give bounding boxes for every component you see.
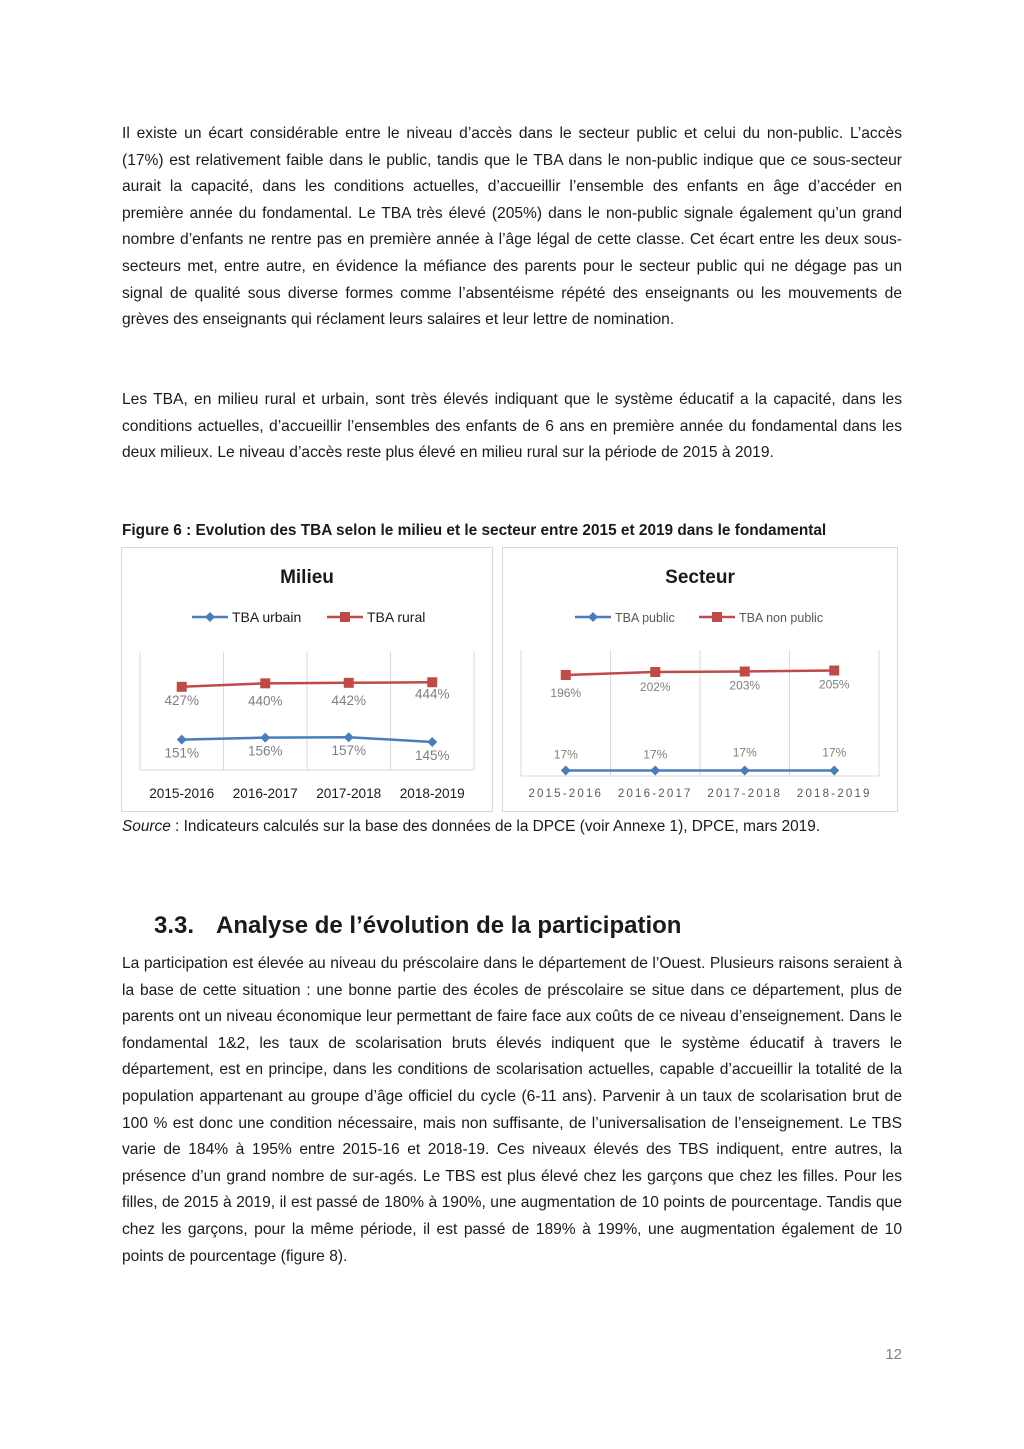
data-label: 17%	[553, 747, 578, 762]
data-label: 145%	[414, 748, 450, 763]
data-point	[260, 678, 270, 688]
data-label: 205%	[818, 677, 850, 692]
data-label: 151%	[164, 745, 200, 761]
paragraph-secteur-gap: Il existe un écart considérable entre le niveau d’accès dans le secteur public et celui du non-public. L’accès (17%) est relativement faible dans le public, tandis que le TBA dans le non-public indique que ce sous-secteur aurait la capacité, dans les conditions actuelles, d’accueillir l’ensemble des enfants en âge d’accéder en première année du fondamental. Le TBA très élevé (205%) dans le non-public signale également qu’un grand nombre d’enfants ne rentre pas en première année à l’âge légal de cette classe. Cet écart entre les deux sous-secteurs met, entre autre, en évidence la méfiance des parents pour le secteur public qui ne dégage pas un signal de qualité sous diverse formes comme l’absentéisme répété des enseignants ou les mouvements de grèves des enseignants qui réclament leurs salaires et leur lettre de nomination.	[122, 125, 902, 329]
data-label: 157%	[331, 743, 367, 759]
section-title: Analyse de l’évolution de la participation	[216, 912, 682, 939]
chart-title: Milieu	[280, 567, 334, 588]
paragraph-milieu-tba: Les TBA, en milieu rural et urbain, sont très élevés indiquant que le système éducatif a la capacité, dans les conditions actuelles, d’accueillir l’ensembles des enfants de 6 ans en première année du fondamental dans les deux milieux. Le niveau d’accès reste plus élevé en milieu rural sur la période de 2015 à 2019.	[122, 391, 902, 462]
data-point	[344, 678, 354, 688]
data-point	[740, 766, 750, 776]
chart-milieu	[121, 547, 493, 812]
data-point	[650, 667, 660, 677]
legend-label: TBA public	[615, 611, 675, 625]
data-point	[260, 733, 270, 743]
data-label: 202%	[639, 680, 671, 694]
data-point	[561, 670, 571, 680]
chart-secteur-svg	[503, 548, 899, 813]
category-label: 2018-2019	[399, 786, 465, 801]
legend-label: TBA non public	[739, 611, 824, 625]
data-point	[344, 732, 354, 742]
source-text: : Indicateurs calculés sur la base des données de la DPCE (voir Annexe 1), DPCE, mars 2019.	[170, 818, 821, 835]
data-point	[177, 682, 187, 692]
category-label: 2016-2017	[617, 788, 693, 800]
data-label: 156%	[247, 743, 283, 759]
data-label: 440%	[247, 693, 283, 709]
category-label: 2017-2018	[707, 788, 783, 800]
data-label: 442%	[331, 692, 367, 708]
section-heading	[154, 912, 681, 940]
data-point	[650, 766, 660, 776]
legend-marker	[205, 612, 215, 622]
category-label: 2015-2016	[528, 788, 604, 800]
legend-label: TBA rural	[367, 609, 426, 625]
data-label: 17%	[822, 745, 847, 760]
data-label: 196%	[550, 686, 582, 700]
data-point	[829, 766, 839, 776]
source-label: Source	[122, 818, 171, 835]
category-label: 2018-2019	[796, 788, 872, 800]
category-label: 2017-2018	[316, 786, 382, 801]
chart-secteur	[502, 547, 898, 812]
section-number: 3.3.	[154, 912, 195, 939]
data-label: 17%	[732, 745, 757, 760]
category-label: 2015-2016	[149, 786, 215, 801]
data-point	[427, 737, 437, 747]
data-label: 203%	[729, 678, 761, 693]
data-label: 427%	[164, 692, 200, 708]
legend-marker	[588, 612, 598, 622]
figure-source	[122, 818, 820, 836]
data-point	[177, 735, 187, 745]
category-label: 2016-2017	[232, 786, 298, 801]
page-number: 12	[885, 1346, 902, 1363]
paragraph-participation: La participation est élevée au niveau du préscolaire dans le département de l’Ouest. Plusieurs raisons seraient à la base de cette situation : une bonne partie des écoles de préscolaire se situe dans ce département, plus de parents ont un niveau économique leur permettant de faire face aux coûts de ce niveau d’enseignement. Dans le fondamental 1&2, les taux de scolarisation bruts élevés indiquent que le système éducatif à travers le département, est en principe, dans les conditions de scolarisation actuelles, capable d’accueillir la totalité de la population appartenant au groupe d’âge officiel du cycle (6-11 ans). Parvenir à un taux de scolarisation brut de 100 % est donc une condition nécessaire, mais non suffisante, de l’universalisation de l’enseignement. Le TBS varie de 184% à 195% entre 2015-16 et 2018-19. Ces niveaux élevés des TBS indiquent, entre autres, la présence d’un grand nombre de sur-agés. Le TBS est plus élevé chez les garçons que chez les filles. Pour les filles, de 2015 à 2019, il est passé de 180% à 190%, une augmentation de 10 points de pourcentage. Tandis que chez les garçons, pour la même période, il est passé de 189% à 199%, une augmentation également de 10 points de pourcentage (figure 8).	[122, 955, 902, 1265]
legend-marker	[340, 612, 350, 622]
data-point	[740, 667, 750, 677]
data-label: 444%	[414, 686, 450, 702]
legend-marker	[712, 612, 722, 622]
figure-caption: Figure 6 : Evolution des TBA selon le milieu et le secteur entre 2015 et 2019 dans le fondamental	[122, 522, 827, 539]
data-label: 17%	[643, 747, 668, 762]
data-point	[561, 766, 571, 776]
chart-milieu-svg	[122, 548, 494, 813]
data-point	[829, 666, 839, 676]
legend-label: TBA urbain	[232, 609, 302, 625]
chart-title: Secteur	[665, 567, 735, 588]
